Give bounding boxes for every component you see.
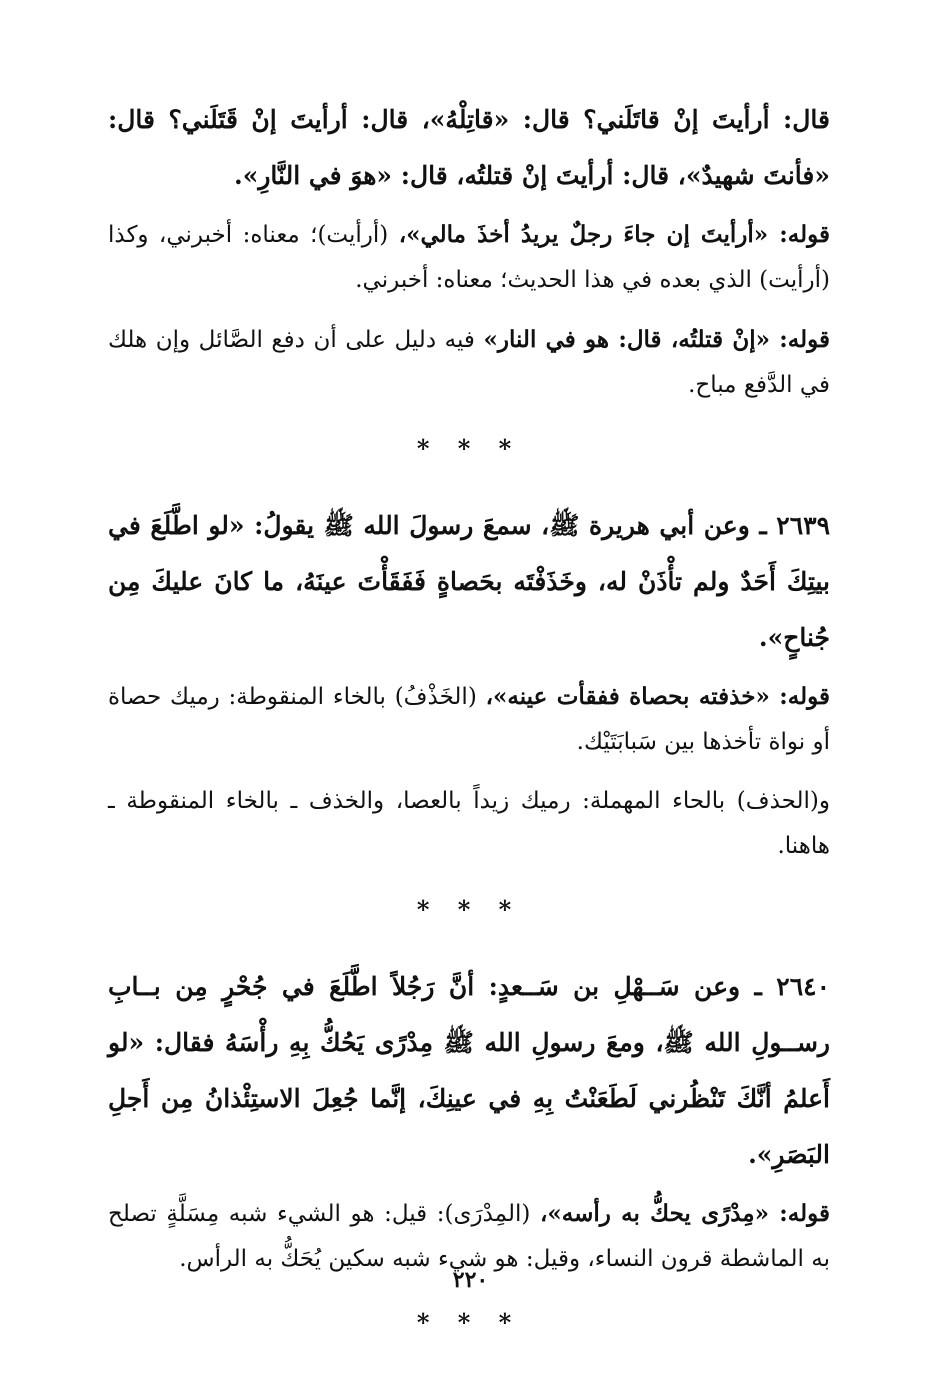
section-separator: * * * <box>416 434 522 463</box>
commentary-lead: قوله: «مِدْرًى يحكُّ به رأسه»، <box>539 1200 830 1227</box>
page-body <box>108 92 830 1372</box>
commentary-arayta <box>108 212 830 303</box>
commentary-lead: قوله: «خذفته بحصاة ففقأت عينه»، <box>485 683 831 710</box>
commentary-text: (الخَذْفُ) بالخاء المنقوطة: رميك حصاة أو نواة تأخذها بين سَبابَتَيْك. <box>108 684 830 755</box>
hadith-continuation: قال: أرأيتَ إنْ قاتَلَني؟ قال: «قاتِلْهُ»، قال: أرأيتَ إنْ قَتَلَني؟ قال: «فأنتَ شهيدٌ»، قال: أرأيتَ إنْ قتلتُه، قال: «هوَ في النَّارِ». <box>108 105 831 190</box>
commentary-in-qataltuh <box>108 317 830 408</box>
commentary-khadhafa <box>108 674 830 765</box>
commentary-text: (المِدْرَى): قيل: هو الشيء شبه مِسَلَّةٍ تصلح به الماشطة قرون النساء، وقيل: هو شيء شبه سكين يُحَكُّ به الرأس. <box>108 1201 830 1272</box>
page-number: ٢٢٠ <box>452 1267 489 1293</box>
commentary-hadhf: و(الحذف) بالحاء المهملة: رميك زيداً بالعصا، والخذف ـ بالخاء المنقوطة ـ هاهنا. <box>108 788 830 859</box>
hadith-2640: ٢٦٤٠ ـ وعن سَــهْلِ بن سَــعدٍ: أنَّ رَجُلاً اطَّلَعَ في جُحْرٍ مِن بــابِ رســولِ الله ﷺ، ومعَ رسولِ الله ﷺ مِدْرًى يَحُكُّ بِهِ رأْسَهُ فقال: «لو أَعلمُ أنَّكَ تَنْظُرني لَطَعَنْتُ بِهِ في عينِكَ، إنَّما جُعِلَ الاستِئْذانُ مِن أَجلِ البَصَرِ». <box>108 972 830 1169</box>
section-separator: * * * <box>416 895 522 924</box>
section-separator: * * * <box>416 1308 522 1337</box>
commentary-text: (أرأيت)؛ معناه: أخبرني، وكذا (أرأيت) الذي بعده في هذا الحديث؛ معناه: أخبرني. <box>108 222 830 293</box>
commentary-lead: قوله: «إنْ قتلتُه، قال: هو في النار» <box>483 326 830 353</box>
commentary-lead: قوله: «أرأيتَ إن جاءَ رجلٌ يريدُ أخذَ مالي»، <box>398 221 830 248</box>
hadith-2639: ٢٦٣٩ ـ وعن أبي هريرة ﷺ، سمعَ رسولَ الله ﷺ يقولُ: «لو اطَّلَعَ في بيتِكَ أَحَدٌ ولم تأْذَنْ له، وخَذَفْتَه بحَصاةٍ فَفَقَأْتَ عينَهُ، ما كانَ عليكَ مِن جُناحٍ». <box>108 511 830 652</box>
commentary-text: فيه دليل على أن دفع الصَّائل وإن هلك في الدَّفع مباح. <box>108 327 830 398</box>
